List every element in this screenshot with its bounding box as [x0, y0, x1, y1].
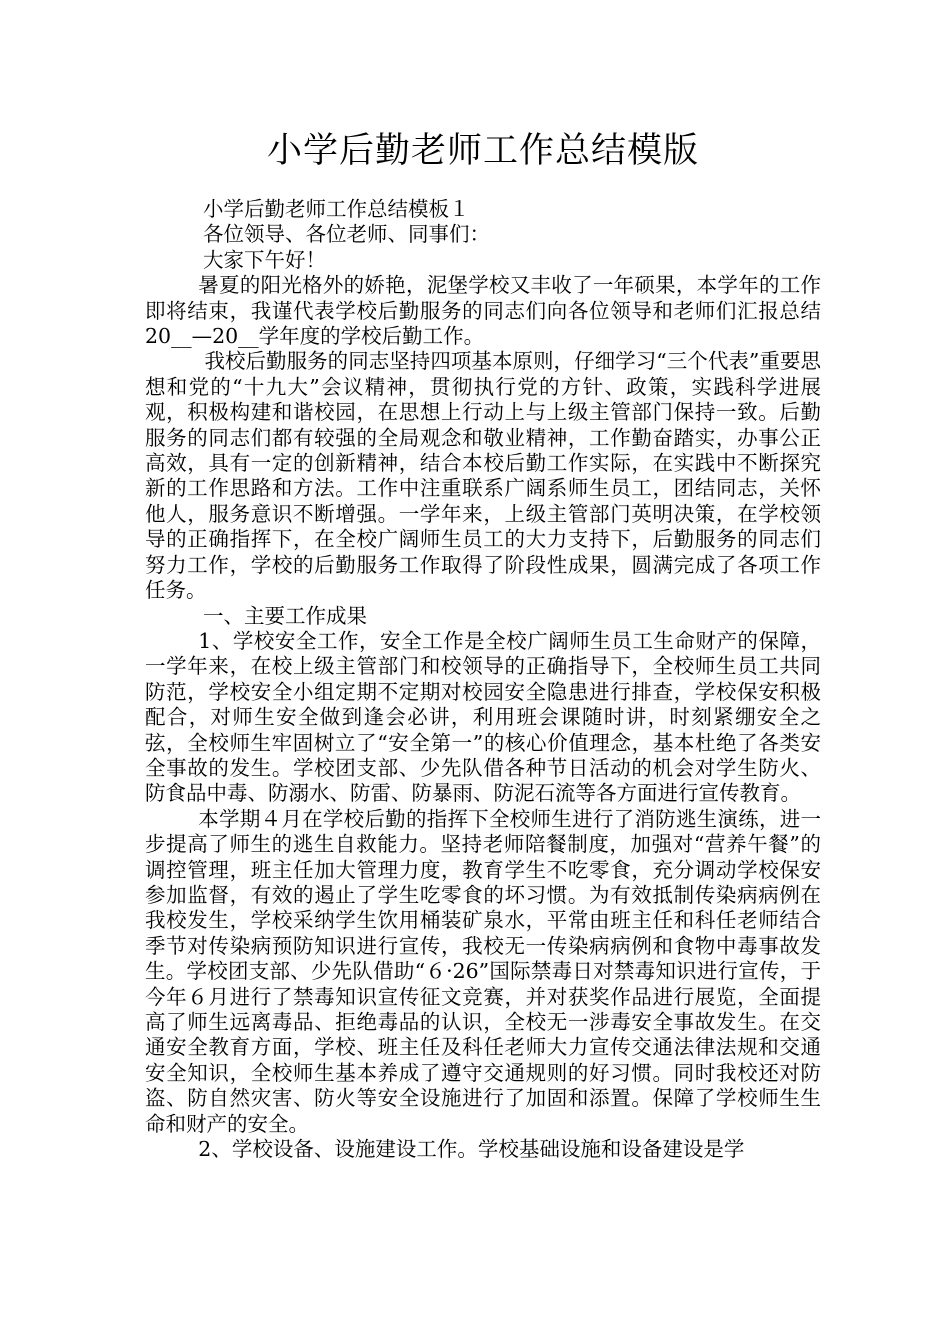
document-subtitle: 小学后勤老师工作总结模板１ — [203, 197, 470, 221]
safety-paragraph: 1、学校安全工作，安全工作是全校广阔师生员工生命财产的保障，一学年来，在校上级主管部门和校领导的正确指导下，全校师生员工共同防范，学校安全小组定期不定期对校园安全隐患进行排查，学校保安积极配合，对师生安全做到逢会必讲，利用班会课随时讲，时刻紧绷安全之弦，全校师生牢固树立了“安全第一”的核心价值理念，基本杜绝了各类安全事故的发生。学校团支部、少先队借各种节日活动的机会对学生防火、防食品中毒、防溺水、防雷、防暴雨、防泥石流等各方面进行宣传教育。 — [145, 628, 821, 806]
drill-paragraph: 本学期４月在学校后勤的指挥下全校师生进行了消防逃生演练，进一步提高了师生的逃生自救能力。坚持老师陪餐制度，加强对“营养午餐”的调控管理，班主任加大管理力度，教育学生不吃零食，充分调动学校保安参加监督，有效的遏止了学生吃零食的坏习惯。为有效抵制传染病病例在我校发生，学校采纳学生饮用桶装矿泉水，平常由班主任和科任老师结合季节对传染病预防知识进行宣传，我校无一传染病病例和食物中毒事故发生。学校团支部、少先队借助“６·26”国际禁毒日对禁毒知识进行宣传，于今年６月进行了禁毒知识宣传征文竞赛，并对获奖作品进行展览，全面提高了师生远离毒品、拒绝毒品的认识，全校无一涉毒安全事故发生。在交通安全教育方面，学校、班主任及科任老师大力宣传交通法律法规和交通安全知识，全校师生基本养成了遵守交通规则的好习惯。同时我校还对防盗、防自然灾害、防火等安全设施进行了加固和添置。保障了学校师生生命和财产的安全。 — [145, 806, 821, 1136]
intro-paragraph: 暑夏的阳光格外的娇艳，泥堡学校又丰收了一年硕果，本学年的工作即将结束，我谨代表学校后勤服务的同志们向各位领导和老师们汇报总结20__—20__学年度的学校后勤工作。 — [145, 273, 821, 349]
greeting-line: 各位领导、各位老师、同事们： — [203, 222, 490, 247]
document-title: 小学后勤老师工作总结模版 — [266, 131, 699, 171]
section-heading: 一、主要工作成果 — [203, 603, 367, 628]
principles-paragraph: 我校后勤服务的同志坚持四项基本原则，仔细学习“三个代表”重要思想和党的“十九大”会议精神，贯彻执行党的方针、政策，实践科学进展观，积极构建和谐校园，在思想上行动上与上级主管部门保持一致。后勤服务的同志们都有较强的全局观念和敬业精神，工作勤奋踏实，办事公正高效，具有一定的创新精神，结合本校后勤工作实际，在实践中不断探究新的工作思路和方法。工作中注重联系广阔系师生员工，团结同志，关怀他人，服务意识不断增强。一学年来，上级主管部门英明决策，在学校领导的正确指挥下，在全校广阔师生员工的大力支持下，后勤服务的同志们努力工作，学校的后勤服务工作取得了阶段性成果，圆满完成了各项工作任务。 — [145, 349, 821, 603]
facilities-paragraph: 2、学校设备、设施建设工作。学校基础设施和设备建设是学 — [198, 1137, 745, 1162]
salutation-line: 大家下午好！ — [203, 247, 326, 272]
document-page — [145, 125, 821, 1162]
